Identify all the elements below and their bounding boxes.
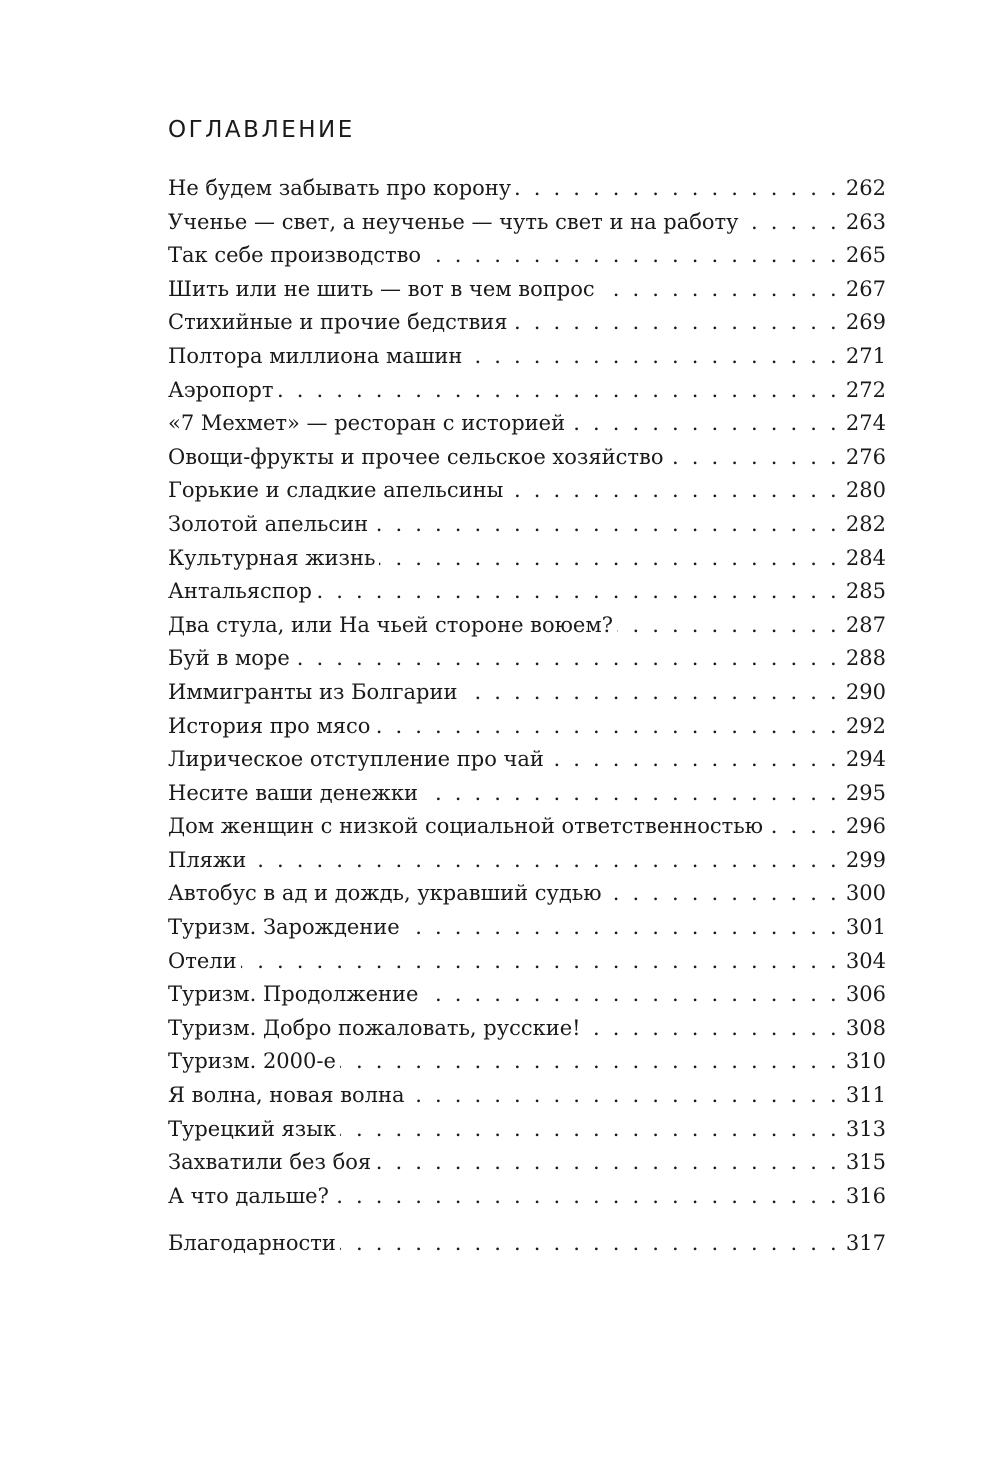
toc-dot-leader [404,911,840,945]
toc-entry-page-number: 295 [845,780,886,805]
toc-entry-page-number: 306 [845,982,886,1007]
toc-entry-page-number: 272 [845,377,886,402]
toc-entry-page-number: 292 [845,713,886,738]
toc-entry[interactable] [168,1045,886,1079]
toc-dot-leader [569,407,840,441]
toc-entry-page-number: 299 [845,847,886,872]
toc-entry-page-number: 296 [845,814,886,839]
toc-entry-title: Иммигранты из Болгарии [168,679,458,704]
toc-entry-title: Овощи-фрукты и прочее сельское хозяйство [168,444,664,469]
toc-entry-page-number: 274 [845,411,886,436]
toc-entry[interactable] [168,374,886,408]
toc-dot-leader [422,978,839,1012]
toc-entry[interactable] [168,407,886,441]
toc-dot-leader [767,810,840,844]
toc-entry-title: Так себе производство [168,243,422,268]
toc-entry[interactable] [168,810,886,844]
toc-entry-page-number: 265 [845,243,886,268]
toc-entry[interactable] [168,1113,886,1147]
toc-entry-page-number: 310 [845,1049,886,1074]
toc-entry-title: История про мясо [168,713,371,738]
toc-entry-page-number: 290 [845,679,886,704]
toc-entry[interactable] [168,1180,886,1214]
toc-dot-leader [333,1180,840,1214]
toc-entry[interactable] [168,575,886,609]
toc-entry[interactable] [168,642,886,676]
toc-entry[interactable] [168,743,886,777]
toc-entry-page-number: 284 [845,545,886,570]
toc-entry-page-number: 280 [845,478,886,503]
toc-heading: ОГЛАВЛЕНИЕ [168,117,355,143]
toc-entry[interactable] [168,710,886,744]
toc-dot-leader [461,676,839,710]
toc-dot-leader [667,441,839,475]
toc-dot-leader [409,1079,840,1113]
toc-entry[interactable] [168,1079,886,1113]
toc-entry[interactable] [168,273,886,307]
toc-entry[interactable] [168,340,886,374]
toc-entry-title: Туризм. 2000-е [168,1049,336,1074]
toc-dot-leader [316,575,840,609]
toc-entry-page-number: 282 [845,511,886,536]
toc-dot-leader [372,508,840,542]
toc-entry-title: Антальяспор [168,579,312,604]
toc-list [168,172,886,1261]
toc-dot-leader [512,306,840,340]
toc-entry-title: Несите ваши денежки [168,780,418,805]
toc-entry-page-number: 269 [845,310,886,335]
toc-entry[interactable] [168,306,886,340]
toc-dot-leader [422,777,840,811]
toc-dot-leader [599,273,840,307]
toc-entry-page-number: 262 [845,176,886,200]
toc-entry[interactable] [168,239,886,273]
toc-entry-title: Золотой апельсин [168,511,369,536]
toc-entry-title: Шить или не шить — вот в чем вопрос [168,276,595,301]
toc-entry-title: Стихийные и прочие бедствия [168,310,508,335]
toc-dot-leader [375,1146,840,1180]
toc-dot-leader [374,710,839,744]
toc-entry[interactable] [168,844,886,878]
toc-entry-title: Лирическое отступление про чай [168,747,544,772]
toc-entry-page-number: 263 [845,209,886,234]
toc-entry-page-number: 276 [845,444,886,469]
toc-entry[interactable] [168,508,886,542]
toc-entry-title: Не будем забывать про корону [168,176,512,200]
toc-entry-page-number: 308 [845,1015,886,1040]
toc-dot-leader [340,1227,840,1261]
toc-dot-leader [425,239,840,273]
toc-dot-leader [379,542,839,576]
toc-entry-title: Дом женщин с низкой социальной ответственностью [168,814,763,839]
toc-entry-title: Пляжи [168,847,247,872]
toc-dot-leader [466,340,839,374]
toc-entry-title: А что дальше? [168,1183,329,1208]
toc-entry-page-number: 288 [845,646,886,671]
toc-entry-page-number: 301 [845,915,886,940]
toc-dot-leader [507,474,840,508]
toc-entry-title: Туризм. Продолжение [168,982,419,1007]
toc-entry[interactable] [168,978,886,1012]
toc-dot-leader [277,374,839,408]
toc-dot-leader [340,1045,840,1079]
toc-entry-page-number: 313 [845,1116,886,1141]
toc-entry[interactable] [168,206,886,240]
toc-entry[interactable] [168,542,886,576]
toc-entry-title: Турецкий язык [168,1116,337,1141]
toc-entry-page-number: 317 [845,1231,886,1256]
toc-entry-title: Я волна, новая волна [168,1083,405,1108]
toc-entry[interactable] [168,777,886,811]
toc-entry-page-number: 311 [845,1083,886,1108]
toc-dot-leader [241,945,840,979]
toc-entry-page-number: 304 [845,948,886,973]
toc-dot-leader [250,844,840,878]
toc-entry[interactable] [168,172,886,206]
toc-entry-title: Горькие и сладкие апельсины [168,478,504,503]
toc-entry-page-number: 287 [845,612,886,637]
toc-entry-title: Культурная жизнь [168,545,376,570]
toc-entry-title: Захватили без боя [168,1150,372,1175]
toc-entry-title: «7 Мехмет» — ресторан с историей [168,411,566,436]
toc-dot-leader [617,609,840,643]
toc-entry[interactable] [168,911,886,945]
toc-entry-title: Туризм. Добро пожаловать, русские! [168,1015,581,1040]
toc-entry-title: Отели [168,948,237,973]
toc-dot-leader [294,642,840,676]
toc-entry-title: Автобус в ад и дождь, укравший судью [168,881,602,906]
toc-entry[interactable] [168,441,886,475]
toc-entry-page-number: 285 [845,579,886,604]
toc-entry-title: Ученье — свет, а неученье — чуть свет и на работу [168,209,739,234]
toc-dot-leader [515,172,840,206]
toc-entry-page-number: 271 [845,343,886,368]
toc-entry[interactable] [168,1146,886,1180]
toc-dot-leader [585,1012,840,1046]
toc-entry[interactable] [168,1012,886,1046]
toc-dot-leader [548,743,840,777]
toc-dot-leader [743,206,840,240]
toc-entry-page-number: 300 [845,881,886,906]
toc-entry[interactable] [168,877,886,911]
toc-entry-page-number: 294 [845,747,886,772]
toc-entry-page-number: 267 [845,276,886,301]
toc-entry[interactable] [168,609,886,643]
toc-entry[interactable] [168,474,886,508]
toc-entry[interactable] [168,945,886,979]
toc-entry-page-number: 315 [845,1150,886,1175]
toc-entry-title: Аэропорт [168,377,274,402]
toc-dot-leader [606,877,840,911]
toc-entry-title: Благодарности [168,1231,336,1256]
toc-entry[interactable] [168,676,886,710]
toc-dot-leader [340,1113,840,1147]
toc-entry-title: Полтора миллиона машин [168,343,463,368]
toc-entry-title: Буй в море [168,646,290,671]
toc-entry-title: Туризм. Зарождение [168,915,400,940]
toc-entry[interactable] [168,1227,886,1261]
toc-entry-page-number: 316 [845,1183,886,1208]
toc-entry-title: Два стула, или На чьей стороне воюем? [168,612,613,637]
